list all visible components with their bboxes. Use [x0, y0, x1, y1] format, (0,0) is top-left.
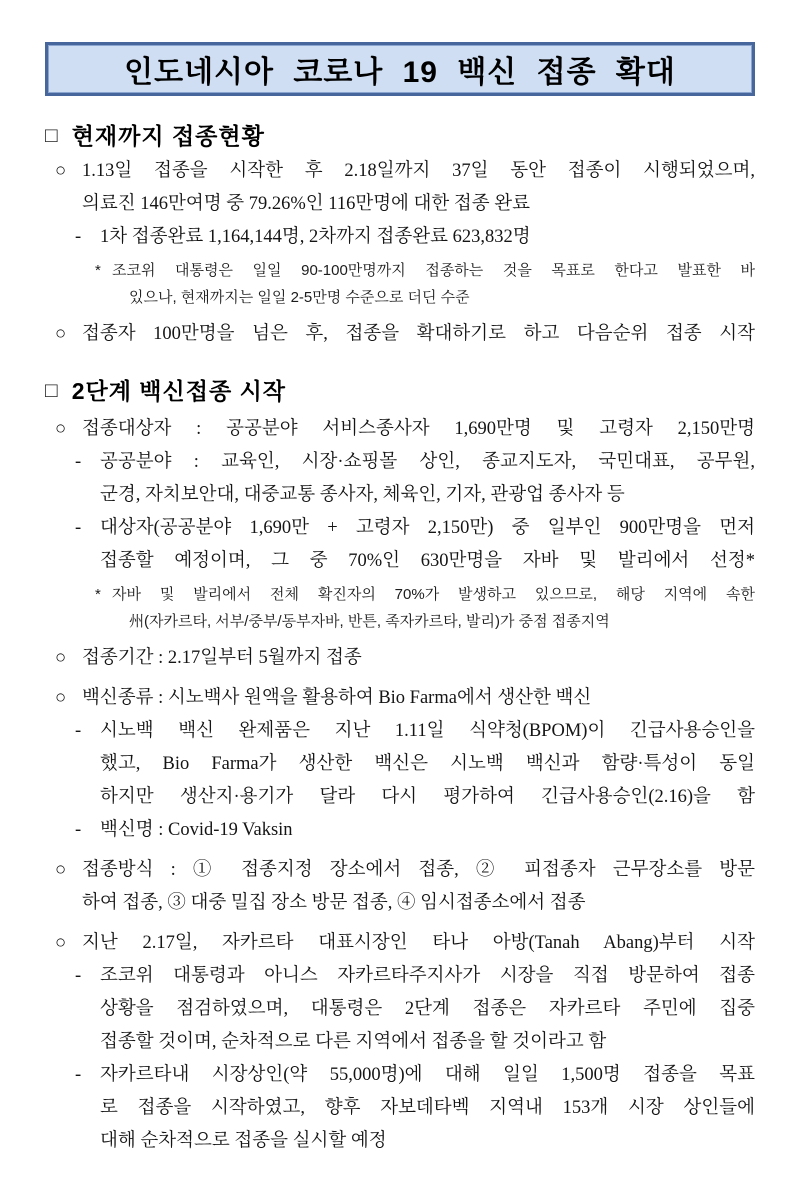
dash-bullet-icon: - [75, 1065, 82, 1085]
dash-bullet-icon: - [75, 452, 82, 472]
dash-bullet-icon: - [75, 966, 82, 986]
star-bullet-icon: * [95, 586, 101, 603]
document-title: 인도네시아 코로나 19 백신 접종 확대 [124, 56, 676, 89]
doc-line [45, 1125, 755, 1158]
doc-line [45, 993, 755, 1026]
doc-line [45, 446, 755, 479]
doc-line [45, 1026, 755, 1059]
circle-bullet-icon: ○ [55, 324, 67, 344]
doc-line [45, 257, 755, 284]
doc-line [45, 927, 755, 960]
doc-line-text: 접종대상자 : 공공분야 서비스종사자 1,690만명 및 고령자 2,150만명 [82, 419, 755, 439]
section-heading [45, 121, 755, 151]
doc-line-text: 했고, Bio Farma가 생산한 백신은 시노백 백신과 함량·특성이 동일 [100, 754, 755, 774]
circle-bullet-icon: ○ [55, 419, 67, 439]
doc-line-text: 자카르타내 시장상인(약 55,000명)에 대해 일일 1,500명 접종을 목표 [100, 1065, 755, 1085]
doc-line-text: 군경, 자치보안대, 대중교통 종사자, 체육인, 기자, 관광업 종사자 등 [100, 485, 625, 505]
doc-line-text: 하지만 생산지·용기가 달라 다시 평가하여 긴급사용승인(2.16)을 함 [100, 787, 755, 807]
section-heading-text: 현재까지 접종현황 [71, 123, 265, 149]
indent-spacer [112, 608, 129, 635]
doc-line [45, 318, 755, 351]
doc-line-text: 접종방식 : ① 접종지정 장소에서 접종, ② 피접종자 근무장소를 방문 [82, 860, 755, 880]
doc-line [45, 608, 755, 635]
doc-line-text: 州(자카르타, 서부/중부/동부자바, 반튼, 족자카르타, 발리)가 중점 접종지역 [129, 613, 610, 630]
section-body [45, 413, 755, 1158]
doc-line [45, 221, 755, 254]
indent-spacer [55, 887, 82, 920]
indent-spacer [75, 479, 100, 512]
doc-line-text: 백신종류 : 시노백사 원액을 활용하여 Bio Farma에서 생산한 백신 [82, 688, 592, 708]
indent-spacer [75, 1026, 100, 1059]
doc-line [45, 1059, 755, 1092]
circle-bullet-icon: ○ [55, 161, 67, 181]
indent-spacer [75, 545, 100, 578]
doc-line [45, 479, 755, 512]
section-body [45, 155, 755, 351]
doc-line [45, 284, 755, 311]
dash-bullet-icon: - [75, 518, 82, 538]
doc-line [45, 887, 755, 920]
indent-spacer [75, 1092, 100, 1125]
circle-bullet-icon: ○ [55, 860, 67, 880]
doc-line [45, 781, 755, 814]
doc-line-text: 1차 접종완료 1,164,144명, 2차까지 접종완료 623,832명 [100, 227, 531, 247]
doc-line-text: 접종기간 : 2.17일부터 5월까지 접종 [82, 648, 362, 668]
dash-bullet-icon: - [75, 227, 82, 247]
doc-line-text: 공공분야 : 교육인, 시장·쇼핑몰 상인, 종교지도자, 국민대표, 공무원, [100, 452, 755, 472]
doc-line-text: 접종자 100만명을 넘은 후, 접종을 확대하기로 하고 다음순위 접종 시작 [82, 324, 755, 344]
doc-line [45, 1092, 755, 1125]
indent-spacer [75, 993, 100, 1026]
indent-spacer [75, 748, 100, 781]
doc-line-text: 시노백 백신 완제품은 지난 1.11일 식약청(BPOM)이 긴급사용승인을 [100, 721, 755, 741]
doc-line [45, 748, 755, 781]
doc-line-text: 백신명 : Covid-19 Vaksin [100, 820, 293, 840]
doc-line-text: 대해 순차적으로 접종을 실시할 예정 [100, 1131, 387, 1151]
doc-line [45, 545, 755, 578]
doc-line-text: 로 접종을 시작하였고, 향후 자보데타벡 지역내 153개 시장 상인들에 [100, 1098, 755, 1118]
circle-bullet-icon: ○ [55, 688, 67, 708]
dash-bullet-icon: - [75, 721, 82, 741]
doc-line [45, 814, 755, 847]
doc-line [45, 960, 755, 993]
doc-line-text: 있으나, 현재까지는 일일 2-5만명 수준으로 더딘 수준 [129, 289, 470, 306]
circle-bullet-icon: ○ [55, 648, 67, 668]
circle-bullet-icon: ○ [55, 933, 67, 953]
doc-line-text: 조코위 대통령과 아니스 자카르타주지사가 시장을 직접 방문하여 접종 [100, 966, 755, 986]
indent-spacer [75, 1125, 100, 1158]
doc-line-text: 대상자(공공분야 1,690만 + 고령자 2,150만) 중 일부인 900만명을 먼저 [100, 518, 755, 538]
doc-line [45, 715, 755, 748]
square-bullet-icon: □ [45, 379, 59, 402]
doc-line [45, 642, 755, 675]
section-phase2-start [45, 376, 755, 1158]
star-bullet-icon: * [95, 262, 101, 279]
indent-spacer [55, 188, 82, 221]
doc-line-text: 조코위 대통령은 일일 90-100만명까지 접종하는 것을 목표로 한다고 발표한 바 [112, 262, 755, 279]
doc-line-text: 접종할 것이며, 순차적으로 다른 지역에서 접종을 할 것이라고 함 [100, 1032, 607, 1052]
indent-spacer [75, 781, 100, 814]
doc-line-text: 하여 접종, ③ 대중 밀집 장소 방문 접종, ④ 임시접종소에서 접종 [82, 893, 586, 913]
doc-line-text: 접종할 예정이며, 그 중 70%인 630만명을 자바 및 발리에서 선정* [100, 551, 755, 571]
section-heading-text: 2단계 백신접종 시작 [71, 378, 287, 404]
doc-line-text: 1.13일 접종을 시작한 후 2.18일까지 37일 동안 접종이 시행되었으며, [82, 161, 755, 181]
doc-line-text: 자바 및 발리에서 전체 확진자의 70%가 발생하고 있으므로, 해당 지역에 속한 [112, 586, 755, 603]
doc-line [45, 512, 755, 545]
document-title-box [45, 42, 755, 96]
doc-line [45, 854, 755, 887]
doc-line-text: 지난 2.17일, 자카르타 대표시장인 타나 아방(Tanah Abang)부터 시작 [82, 933, 755, 953]
square-bullet-icon: □ [45, 124, 59, 147]
section-heading [45, 376, 755, 406]
dash-bullet-icon: - [75, 820, 82, 840]
doc-line [45, 682, 755, 715]
doc-line-text: 의료진 146만여명 중 79.26%인 116만명에 대한 접종 완료 [82, 194, 531, 214]
doc-line [45, 581, 755, 608]
indent-spacer [112, 284, 129, 311]
section-current-status [45, 121, 755, 351]
doc-line-text: 상황을 점검하였으며, 대통령은 2단계 접종은 자카르타 주민에 집중 [100, 999, 755, 1019]
doc-line [45, 413, 755, 446]
doc-line [45, 155, 755, 188]
doc-line [45, 188, 755, 221]
